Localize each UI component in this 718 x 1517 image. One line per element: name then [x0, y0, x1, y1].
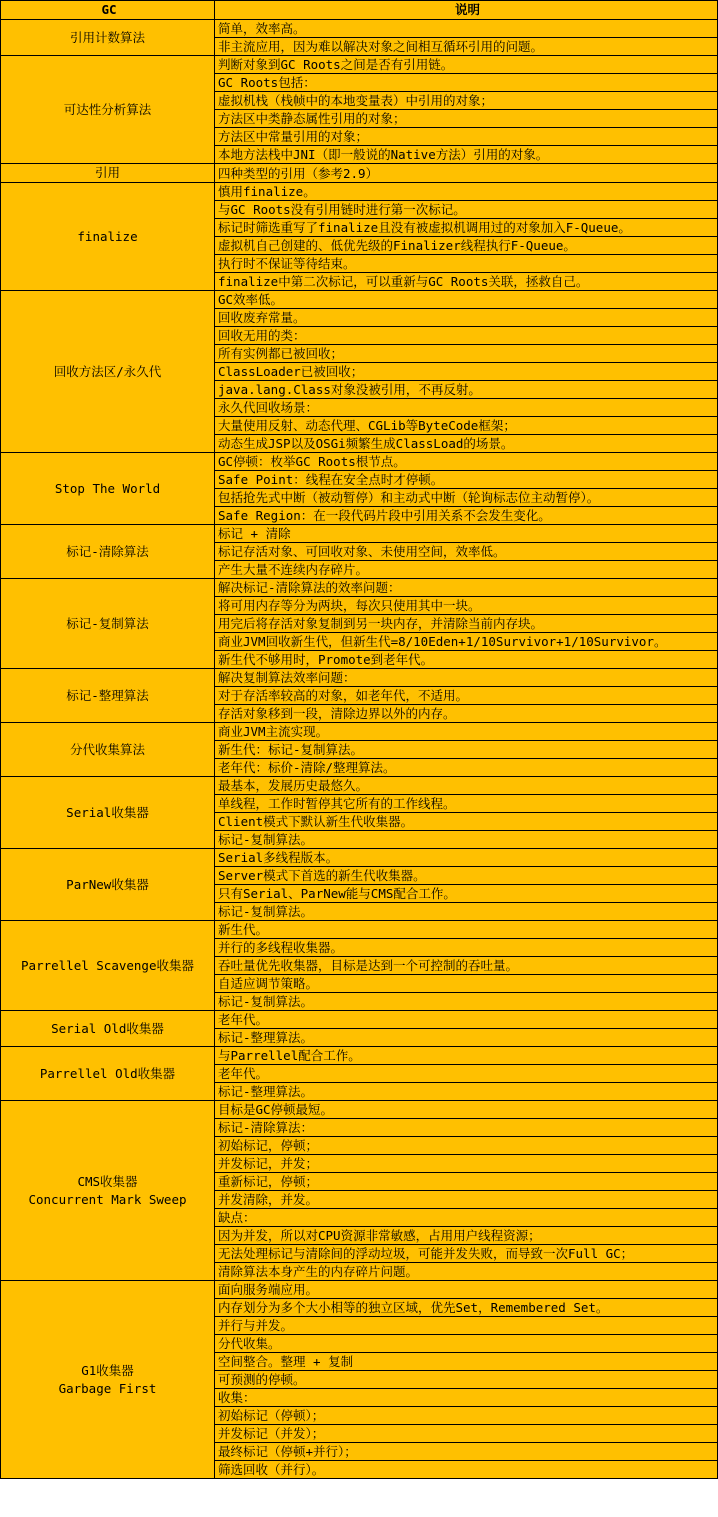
description-cell: 方法区中类静态属性引用的对象； [215, 110, 718, 128]
gc-name: 回收方法区/永久代 [53, 363, 162, 379]
description-cell: Safe Point：线程在安全点时才停顿。 [215, 471, 718, 489]
description-cell: GC停顿：枚举GC Roots根节点。 [215, 453, 718, 471]
description-cell: 自适应调节策略。 [215, 975, 718, 993]
description-cell: finalize中第二次标记，可以重新与GC Roots关联，拯救自己。 [215, 273, 718, 291]
table-row [1, 164, 718, 183]
description-cell: 清除算法本身产生的内存碎片问题。 [215, 1263, 718, 1281]
description-cell: 与GC Roots没有引用链时进行第一次标记。 [215, 201, 718, 219]
gc-name: Garbage First [58, 1380, 157, 1396]
description-cell: 只有Serial、ParNew能与CMS配合工作。 [215, 885, 718, 903]
description-cell: 筛选回收（并行）。 [215, 1461, 718, 1479]
gc-name: G1收集器 [81, 1362, 134, 1378]
description-cell: 最终标记（停顿+并行）； [215, 1443, 718, 1461]
table-row [1, 1281, 718, 1299]
header-row [1, 1, 718, 20]
description-cell: 并发标记，并发； [215, 1155, 718, 1173]
description-cell: 回收无用的类： [215, 327, 718, 345]
gc-name: Parrellel Old收集器 [39, 1065, 176, 1081]
gc-name-cell [1, 525, 215, 579]
description-cell: 用完后将存活对象复制到另一块内存，并清除当前内存块。 [215, 615, 718, 633]
table-row [1, 20, 718, 38]
description-cell: 可预测的停顿。 [215, 1371, 718, 1389]
gc-name-cell [1, 777, 215, 849]
description-cell: 大量使用反射、动态代理、CGLib等ByteCode框架； [215, 417, 718, 435]
description-cell: 初始标记，停顿； [215, 1137, 718, 1155]
gc-name: 引用 [94, 165, 120, 180]
description-cell: java.lang.Class对象没被引用，不再反射。 [215, 381, 718, 399]
description-cell: 永久代回收场景： [215, 399, 718, 417]
gc-name-cell [1, 1011, 215, 1047]
description-cell: 解决标记-清除算法的效率问题： [215, 579, 718, 597]
description-cell: 与Parrellel配合工作。 [215, 1047, 718, 1065]
description-cell: 回收废弃常量。 [215, 309, 718, 327]
description-cell: 初始标记（停顿）； [215, 1407, 718, 1425]
table-row [1, 849, 718, 867]
gc-name: Concurrent Mark Sweep [28, 1191, 187, 1207]
description-cell: 并行的多线程收集器。 [215, 939, 718, 957]
gc-name-cell [1, 1101, 215, 1281]
description-cell: 标记-清除算法： [215, 1119, 718, 1137]
description-cell: 缺点： [215, 1209, 718, 1227]
description-cell: 方法区中常量引用的对象； [215, 128, 718, 146]
watermark: CSDN @会飞的代码UP [558, 1494, 706, 1510]
description-cell: 分代收集。 [215, 1335, 718, 1353]
table-row [1, 1011, 718, 1029]
description-cell: 新生代。 [215, 921, 718, 939]
description-cell: 老年代：标价-清除/整理算法。 [215, 759, 718, 777]
gc-name: 引用计数算法 [69, 29, 145, 45]
description-cell: 标记时筛选重写了finalize且没有被虚拟机调用过的对象加入F-Queue。 [215, 219, 718, 237]
gc-name: ParNew收集器 [66, 876, 149, 892]
table-row [1, 723, 718, 741]
gc-name: Stop The World [54, 480, 161, 496]
gc-name-cell [1, 669, 215, 723]
gc-name-cell [1, 1047, 215, 1101]
description-cell: 并发标记（并发）； [215, 1425, 718, 1443]
description-cell: 虚拟机栈（栈帧中的本地变量表）中引用的对象； [215, 92, 718, 110]
description-cell: 空间整合。整理 + 复制 [215, 1353, 718, 1371]
gc-name-cell [1, 579, 215, 669]
description-cell: 面向服务端应用。 [215, 1281, 718, 1299]
table-body [1, 20, 718, 1479]
gc-name-cell [1, 849, 215, 921]
description-cell: 标记-复制算法。 [215, 903, 718, 921]
description-cell: 目标是GC停顿最短。 [215, 1101, 718, 1119]
description-cell: 新生代不够用时，Promote到老年代。 [215, 651, 718, 669]
table-row [1, 183, 718, 201]
table-row [1, 579, 718, 597]
table-row [1, 291, 718, 309]
gc-name: 标记-整理算法 [66, 687, 149, 703]
header-description: 说明 [215, 1, 718, 20]
description-cell: 最基本，发展历史最悠久。 [215, 777, 718, 795]
gc-name-cell [1, 723, 215, 777]
description-cell: 老年代。 [215, 1065, 718, 1083]
description-cell: 收集： [215, 1389, 718, 1407]
description-cell: 新生代：标记-复制算法。 [215, 741, 718, 759]
gc-name-cell [1, 20, 215, 56]
description-cell: 本地方法栈中JNI（即一般说的Native方法）引用的对象。 [215, 146, 718, 164]
description-cell: 老年代。 [215, 1011, 718, 1029]
gc-name: 标记-清除算法 [66, 543, 149, 559]
gc-name: Serial收集器 [66, 804, 149, 820]
description-cell: Server模式下首选的新生代收集器。 [215, 867, 718, 885]
table-row [1, 921, 718, 939]
description-cell: Safe Region：在一段代码片段中引用关系不会发生变化。 [215, 507, 718, 525]
description-cell: 因为并发，所以对CPU资源非常敏感，占用用户线程资源； [215, 1227, 718, 1245]
description-cell: 标记-复制算法。 [215, 831, 718, 849]
description-cell: 内存划分为多个大小相等的独立区域，优先Set，Remembered Set。 [215, 1299, 718, 1317]
table-row [1, 777, 718, 795]
table-row [1, 453, 718, 471]
gc-name-cell [1, 1281, 215, 1479]
description-cell: 标记-复制算法。 [215, 993, 718, 1011]
gc-name: finalize [77, 228, 138, 244]
gc-name-cell [1, 453, 215, 525]
description-cell: 将可用内存等分为两块，每次只使用其中一块。 [215, 597, 718, 615]
header-gc: GC [1, 1, 215, 20]
description-cell: 标记-整理算法。 [215, 1029, 718, 1047]
description-cell: GC效率低。 [215, 291, 718, 309]
description-cell: 并发清除，并发。 [215, 1191, 718, 1209]
description-cell: 所有实例都已被回收； [215, 345, 718, 363]
description-cell: 标记存活对象、可回收对象、未使用空间，效率低。 [215, 543, 718, 561]
table-row [1, 525, 718, 543]
gc-name: 可达性分析算法 [63, 101, 152, 117]
description-cell: 判断对象到GC Roots之间是否有引用链。 [215, 56, 718, 74]
description-cell: 包括抢先式中断（被动暂停）和主动式中断（轮询标志位主动暂停）。 [215, 489, 718, 507]
gc-name: CMS收集器 [77, 1173, 138, 1189]
description-cell: 执行时不保证等待结束。 [215, 255, 718, 273]
description-cell: 对于存活率较高的对象，如老年代，不适用。 [215, 687, 718, 705]
description-cell: 商业JVM主流实现。 [215, 723, 718, 741]
table-row [1, 1101, 718, 1119]
gc-name-cell [1, 56, 215, 164]
description-cell: 动态生成JSP以及OSGi频繁生成ClassLoad的场景。 [215, 435, 718, 453]
description-cell: 存活对象移到一段，清除边界以外的内存。 [215, 705, 718, 723]
description-cell: GC Roots包括： [215, 74, 718, 92]
table-row [1, 1047, 718, 1065]
description-cell: ClassLoader已被回收； [215, 363, 718, 381]
gc-name-cell [1, 921, 215, 1011]
gc-name: Serial Old收集器 [51, 1020, 164, 1036]
table-row [1, 669, 718, 687]
description-cell: 重新标记，停顿； [215, 1173, 718, 1191]
gc-name: Parrellel Scavenge收集器 [21, 957, 194, 973]
description-cell: 产生大量不连续内存碎片。 [215, 561, 718, 579]
table-row [1, 56, 718, 74]
description-cell: 慎用finalize。 [215, 183, 718, 201]
description-cell: 解决复制算法效率问题： [215, 669, 718, 687]
description-cell: 虚拟机自己创建的、低优先级的Finalizer线程执行F-Queue。 [215, 237, 718, 255]
gc-name-cell [1, 164, 215, 183]
description-cell: 吞吐量优先收集器，目标是达到一个可控制的吞吐量。 [215, 957, 718, 975]
description-cell: 无法处理标记与清除间的浮动垃圾，可能并发失败，而导致一次Full GC； [215, 1245, 718, 1263]
gc-name: 分代收集算法 [69, 741, 145, 757]
description-cell: Client模式下默认新生代收集器。 [215, 813, 718, 831]
gc-name: 标记-复制算法 [66, 615, 149, 631]
description-cell: 简单，效率高。 [215, 20, 718, 38]
description-cell: 单线程，工作时暂停其它所有的工作线程。 [215, 795, 718, 813]
description-cell: 标记 + 清除 [215, 525, 718, 543]
description-cell: 非主流应用，因为难以解决对象之间相互循环引用的问题。 [215, 38, 718, 56]
gc-name-cell [1, 183, 215, 291]
description-cell: Serial多线程版本。 [215, 849, 718, 867]
description-cell: 标记-整理算法。 [215, 1083, 718, 1101]
description-cell: 四种类型的引用（参考2.9） [215, 164, 718, 183]
description-cell: 并行与并发。 [215, 1317, 718, 1335]
gc-name-cell [1, 291, 215, 453]
description-cell: 商业JVM回收新生代，但新生代=8/10Eden+1/10Survivor+1/10Survivor。 [215, 633, 718, 651]
